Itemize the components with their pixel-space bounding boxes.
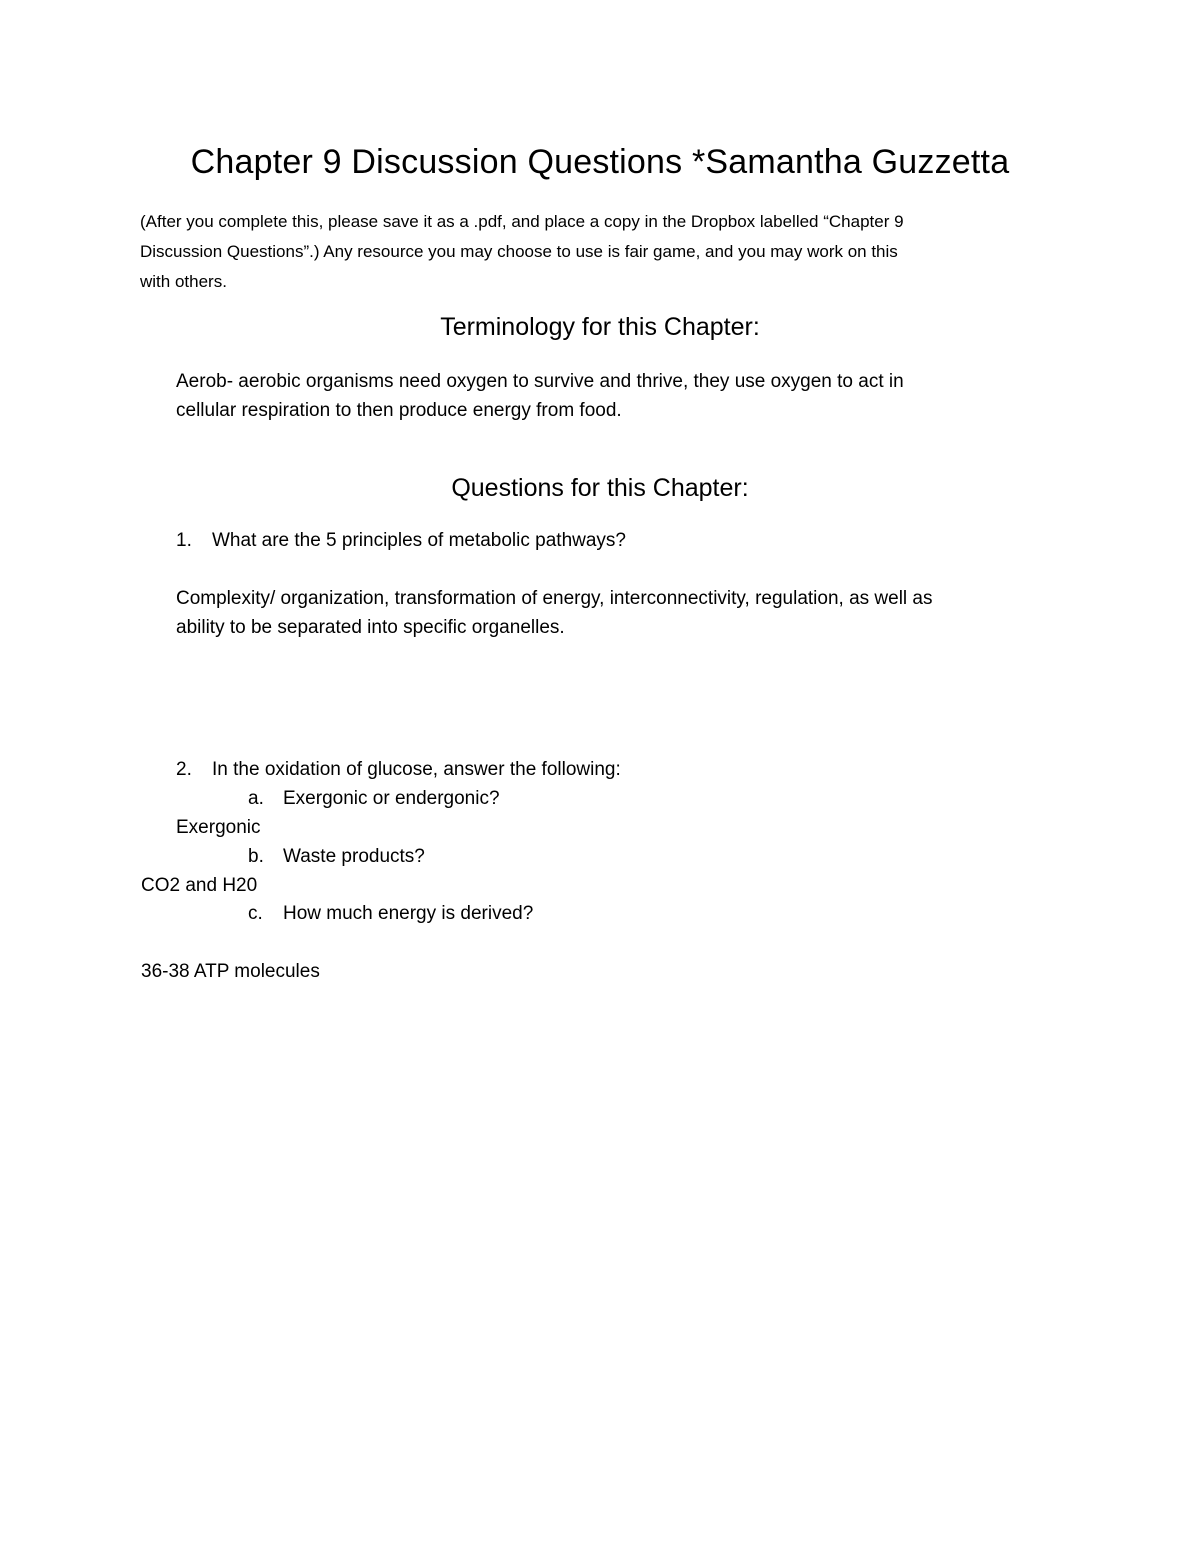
answer-1-line-1: Complexity/ organization, transformation of energy, interconnectivity, regulation, as well as [176,588,933,609]
question-2b-text: Waste products? [283,846,425,867]
questions-heading: Questions for this Chapter: [451,474,749,502]
question-2c-marker: c. [248,903,263,924]
answer-1-line-2: ability to be separated into specific organelles. [176,617,565,638]
terminology-heading: Terminology for this Chapter: [440,313,760,341]
question-1-text: What are the 5 principles of metabolic pathways? [212,530,626,551]
intro-line-1: (After you complete this, please save it as a .pdf, and place a copy in the Dropbox labelled “Chapter 9 [140,212,904,231]
question-2-text: In the oxidation of glucose, answer the following: [212,759,621,780]
page-title: Chapter 9 Discussion Questions *Samantha Guzzetta [190,143,1010,181]
answer-2a: Exergonic [176,817,261,838]
question-2a-marker: a. [248,788,264,809]
question-2-number: 2. [176,759,192,780]
question-1-number: 1. [176,530,192,551]
terminology-line-2: cellular respiration to then produce energy from food. [176,400,622,421]
answer-2c: 36-38 ATP molecules [141,961,320,982]
intro-line-2: Discussion Questions”.) Any resource you may choose to use is fair game, and you may work on this [140,242,898,261]
question-2c-text: How much energy is derived? [283,903,534,924]
question-2a-text: Exergonic or endergonic? [283,788,500,809]
answer-2b: CO2 and H20 [141,875,258,896]
question-2b-marker: b. [248,846,264,867]
terminology-line-1: Aerob- aerobic organisms need oxygen to survive and thrive, they use oxygen to act in [176,371,904,392]
intro-line-3: with others. [140,272,227,291]
